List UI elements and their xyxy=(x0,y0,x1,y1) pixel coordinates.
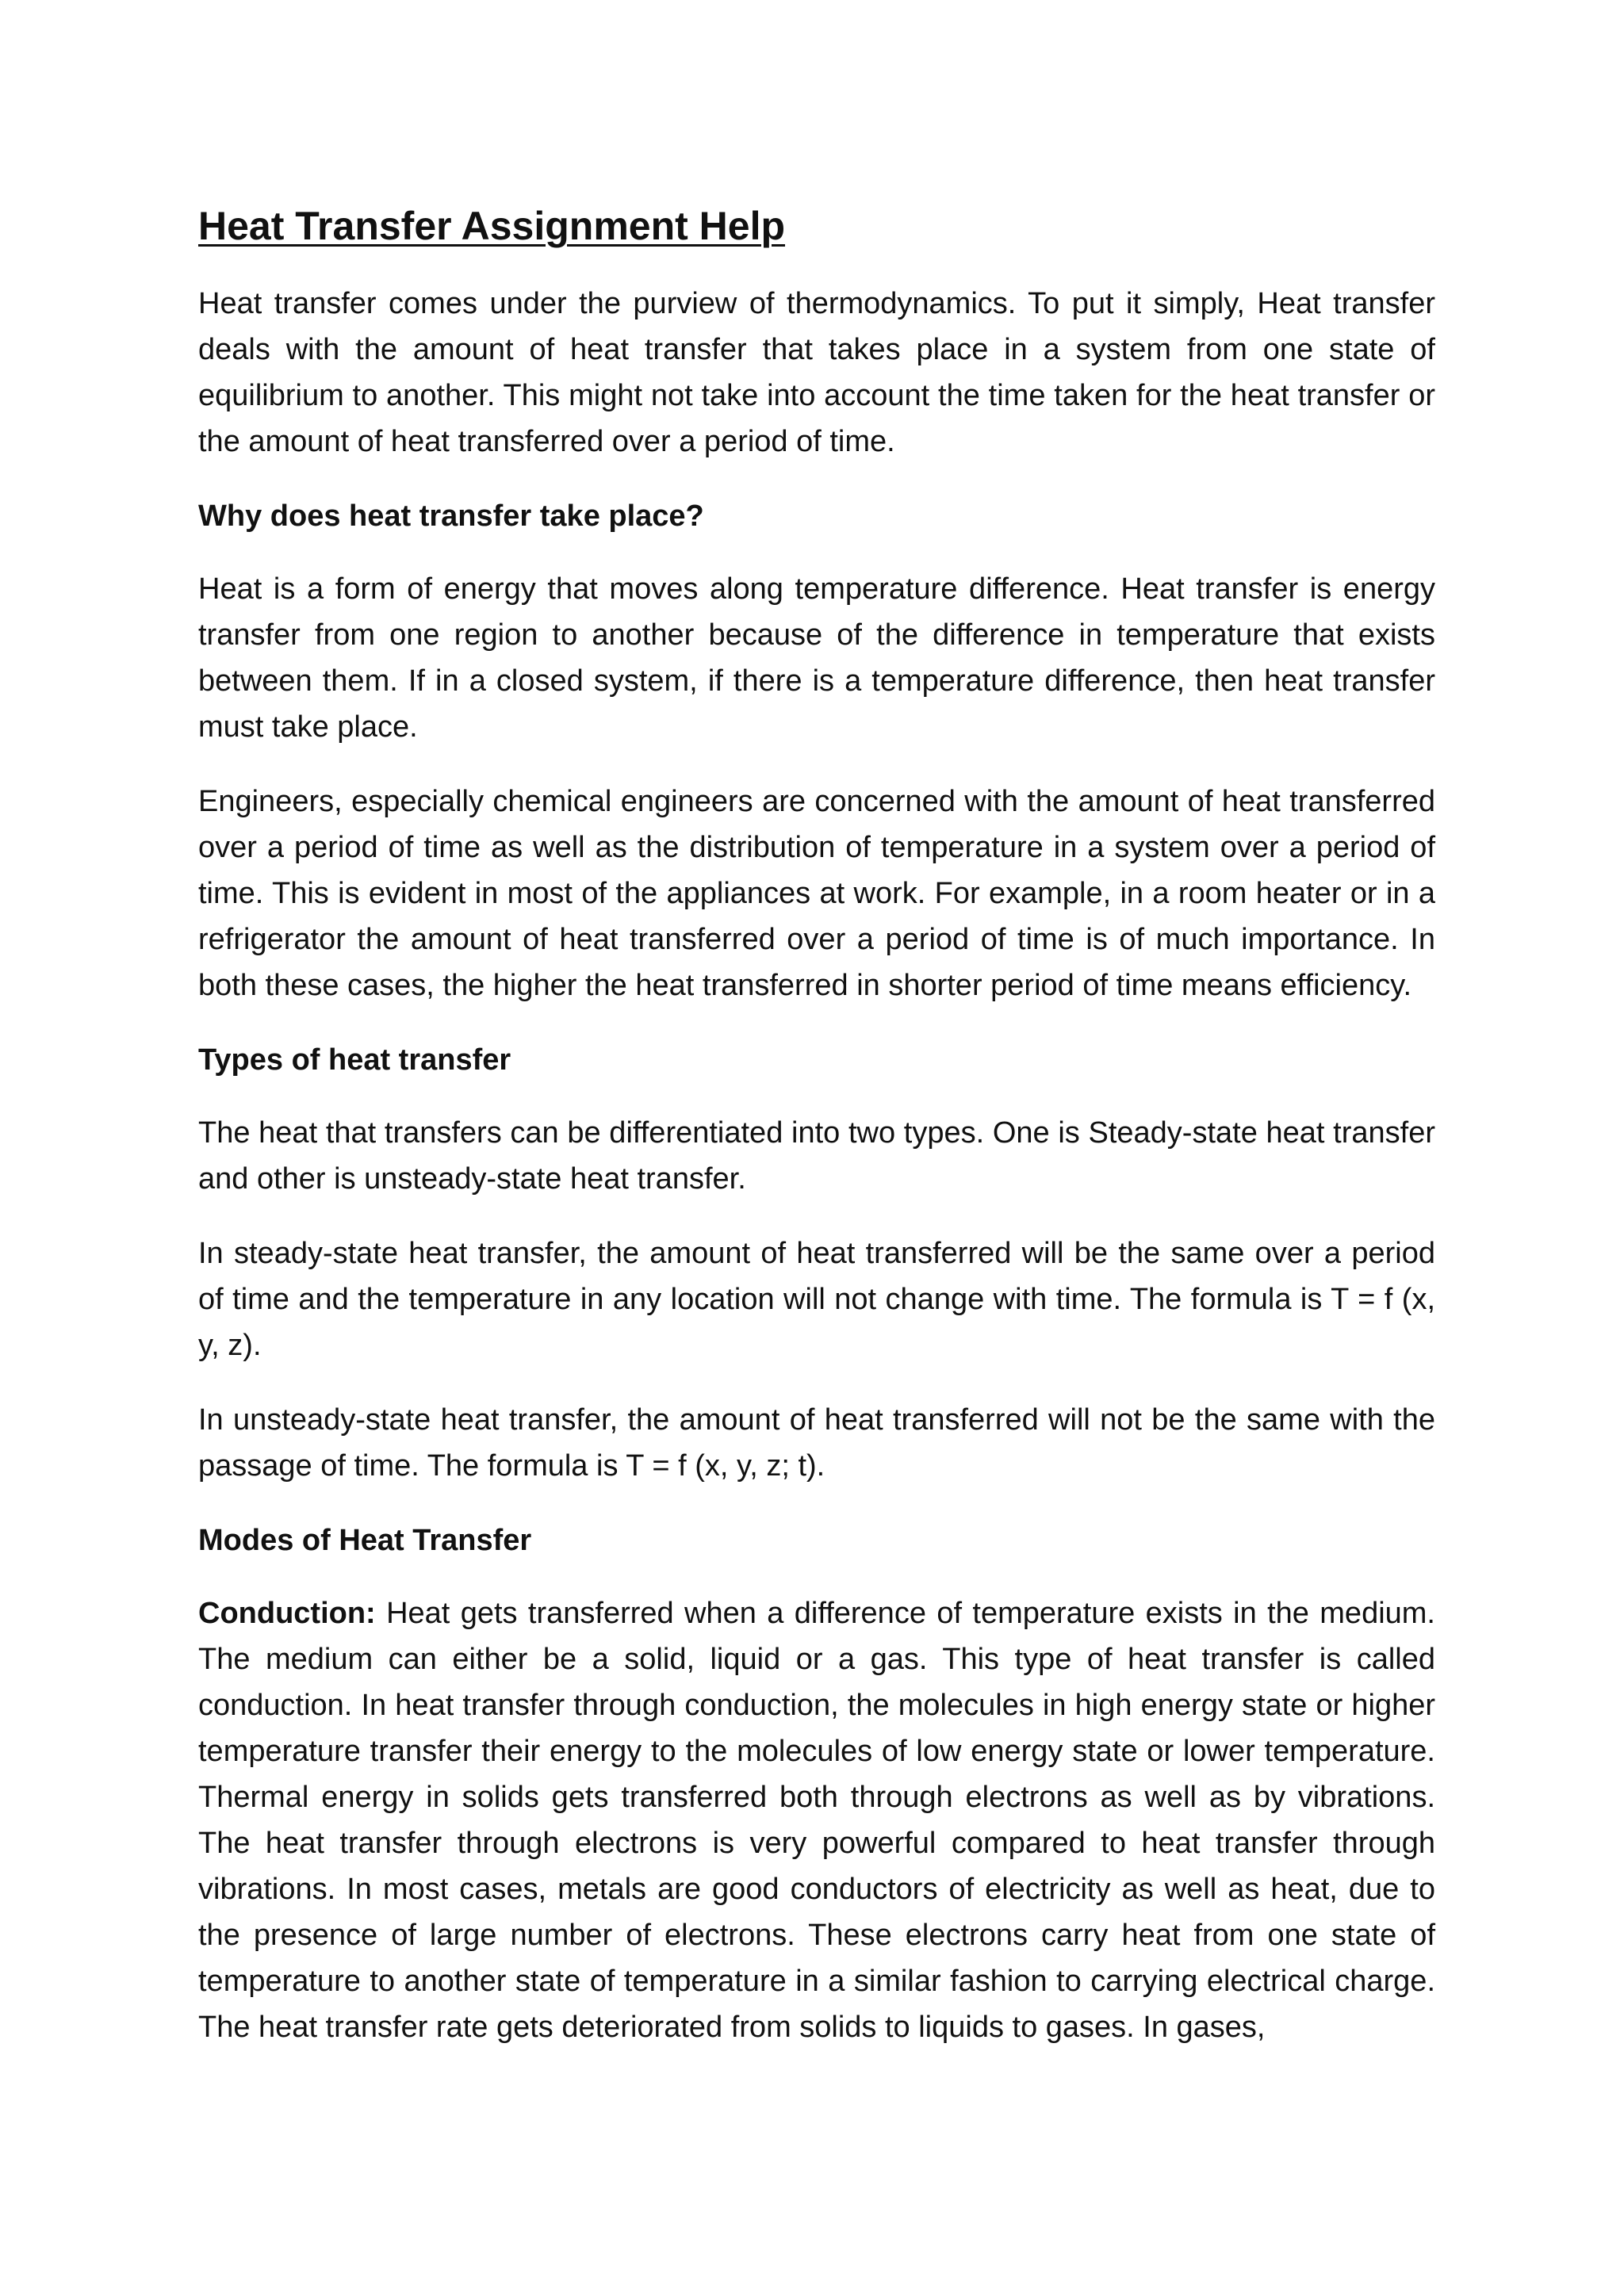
why-paragraph-2: Engineers, especially chemical engineers are concerned with the amount of heat transferred over a period of time as well as the distribution of temperature in a system over a period of time. This is evident in most of the appliances at work. For example, in a room heater or in a refrigerator the amount of heat transferred over a period of time is of much importance. In both these cases, the higher the heat transferred in shorter period of time means efficiency. xyxy=(198,785,1435,1002)
page-title: Heat Transfer Assignment Help xyxy=(198,204,786,248)
types-paragraph-2: In steady-state heat transfer, the amount of heat transferred will be the same over a period of time and the temperature in any location will not change with time. The formula is T = f (x, y, z). xyxy=(198,1237,1435,1362)
types-paragraph-3: In unsteady-state heat transfer, the amount of heat transferred will not be the same with the passage of time. The formula is T = f (x, y, z; t). xyxy=(198,1403,1435,1483)
why-paragraph-1: Heat is a form of energy that moves along temperature difference. Heat transfer is energy transfer from one region to another because of the difference in temperature that exists between them. If in a closed system, if there is a temperature difference, then heat transfer must take place. xyxy=(198,572,1435,744)
types-paragraph-1: The heat that transfers can be differentiated into two types. One is Steady-state heat transfer and other is unsteady-state heat transfer. xyxy=(198,1116,1435,1196)
intro-paragraph: Heat transfer comes under the purview of thermodynamics. To put it simply, Heat transfer deals with the amount of heat transfer that takes place in a system from one state of equilibrium to another. This might not take into account the time taken for the heat transfer or the amount of heat transferred over a period of time. xyxy=(198,287,1435,458)
types-heading: Types of heat transfer xyxy=(198,1043,511,1077)
conduction-text: Heat gets transferred when a difference of temperature exists in the medium. The medium can either be a solid, liquid or a gas. This type of heat transfer is called conduction. In heat transfer through conduction, the molecules in high energy state or higher temperature transfer their energy to the molecules of low energy state or lower temperature. Thermal energy in solids gets transferred both through electrons as well as by vibrations. The heat transfer through electrons is very powerful compared to heat transfer through vibrations. In most cases, metals are good conductors of electricity as well as heat, due to the presence of large number of electrons. These electrons carry heat from one state of temperature to another state of temperature in a similar fashion to carrying electrical charge. The heat transfer rate gets deteriorated from solids to liquids to gases. In gases, xyxy=(198,1597,1435,2044)
document-page xyxy=(198,198,1435,2079)
conduction-paragraph xyxy=(198,1590,1435,2050)
conduction-label: Conduction: xyxy=(198,1597,376,1630)
why-heading: Why does heat transfer take place? xyxy=(198,499,704,533)
modes-heading: Modes of Heat Transfer xyxy=(198,1524,532,1557)
